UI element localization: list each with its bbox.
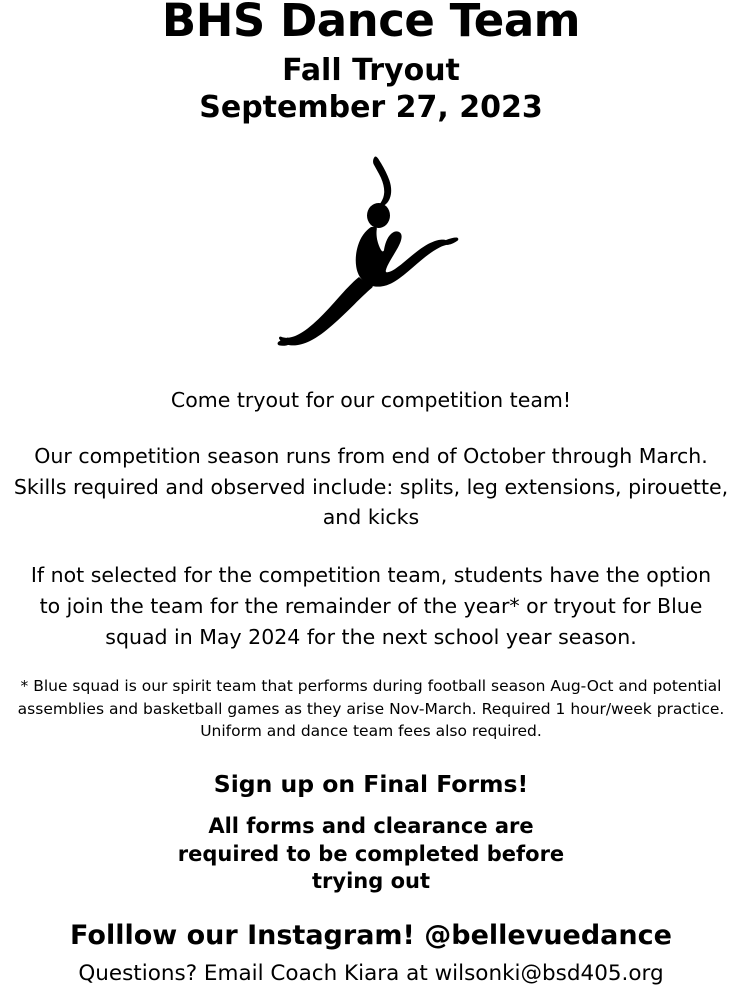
dancer-silhouette-icon bbox=[206, 151, 536, 366]
come-tryout-text: Come tryout for our competition team! bbox=[170, 387, 572, 412]
blue-squad-footnote: * Blue squad is our spirit team that performs during football season Aug-Oct and potential assemblies and basketball games as they arise Nov-March. Required 1 hour/week practice. Uniform and dance team fees also required. bbox=[17, 677, 725, 741]
contact-email-text: Questions? Email Coach Kiara at wilsonki@bsd405.org bbox=[78, 961, 664, 986]
tryout-date: September 27, 2023 bbox=[199, 89, 543, 125]
not-selected-text: If not selected for the competition team, students have the option to join the team for the remainder of the year* or tryout for Blue squad in May 2024 for the next school year season. bbox=[30, 563, 712, 649]
signup-heading: Sign up on Final Forms! bbox=[213, 769, 529, 798]
season-details-text: Our competition season runs from end of October through March. Skills required and observed include: splits, leg extensions, pirouette, and kicks bbox=[13, 443, 729, 530]
instagram-handle-text: Folllow our Instagram! @bellevuedance bbox=[70, 920, 672, 952]
page-title: BHS Dance Team bbox=[161, 0, 581, 47]
forms-requirement-text: All forms and clearance are required to be completed before trying out bbox=[177, 813, 565, 894]
page-subtitle: Fall Tryout bbox=[282, 53, 460, 88]
